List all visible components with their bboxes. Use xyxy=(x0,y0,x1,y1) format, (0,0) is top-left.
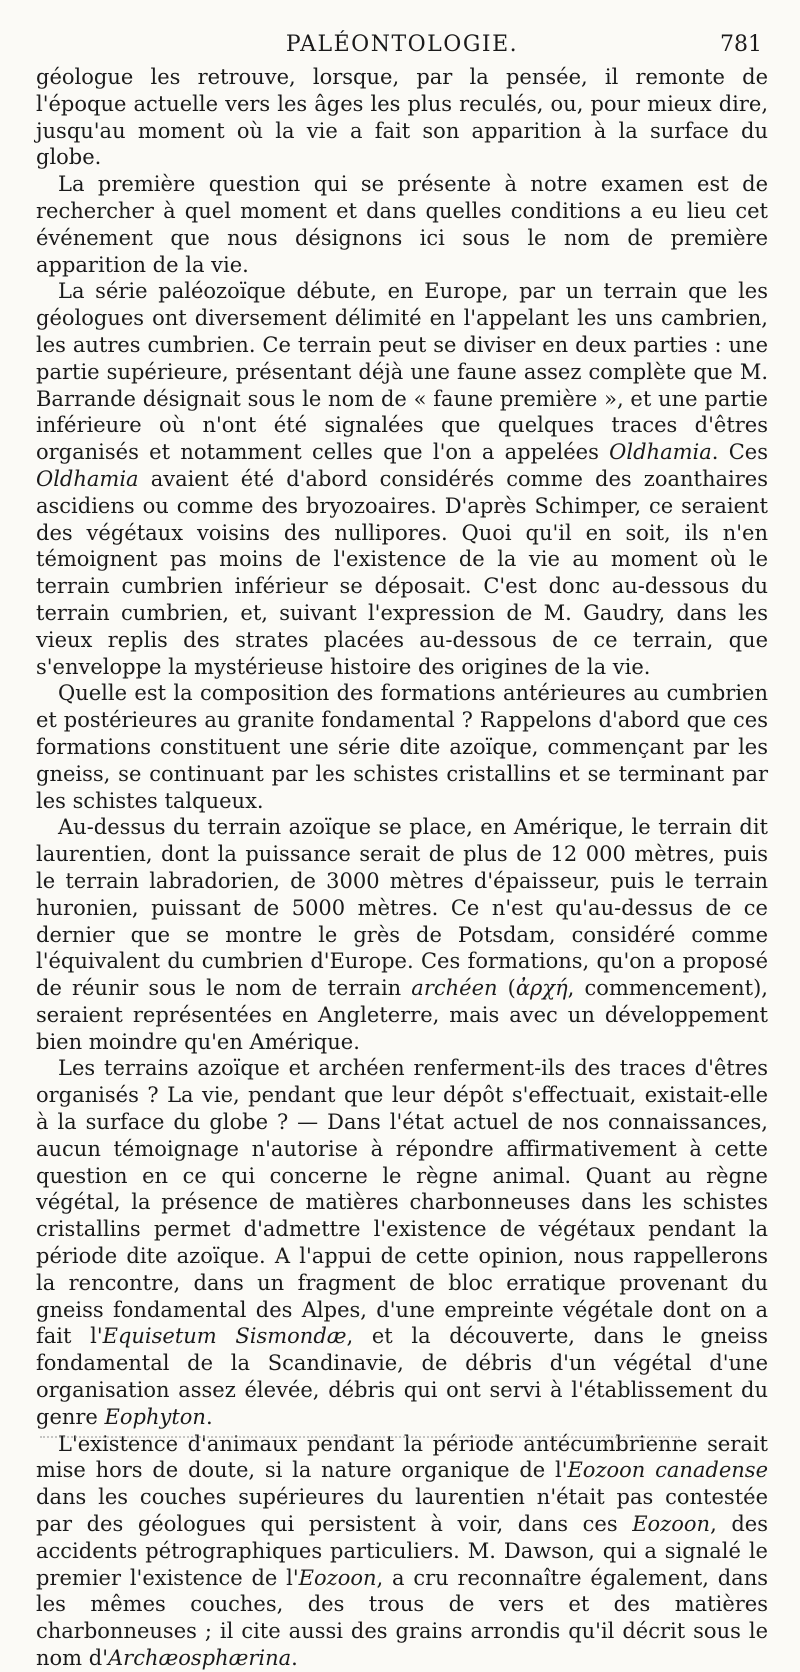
italic-term: Eozoon canadense xyxy=(567,1458,768,1483)
italic-term: Eozoon xyxy=(298,1565,377,1590)
footer-bleed-through-line xyxy=(40,1436,680,1438)
italic-term: Archæosphærina xyxy=(107,1646,292,1671)
greek-term: ἀρχή xyxy=(515,976,568,1001)
page-number: 781 xyxy=(720,32,762,57)
text-run: Au-dessus du terrain azoïque se place, en Amérique, le terrain dit laurentien, dont la puissance serait de plus de 12 000 mètres, puis le terrain labradorien, de 3000 mètres d'épaisseur, puis le terrain huronien, puissant de 5000 mètres. Ce n'est qu'au-dessus de ce dernier que se montre le grès de Potsdam, considéré comme l'équivalent du cumbrien d'Europe. Ces formations, qu'on a proposé de réunir sous le nom de terrain xyxy=(36,815,768,1001)
paragraph xyxy=(36,814,768,1055)
paragraph xyxy=(36,278,768,680)
italic-term: Oldhamia xyxy=(609,440,712,465)
text-run: , et la découverte, dans le gneiss fondamental de la Scandinavie, de débris d'un végétal d'une organisation assez élevée, débris qui ont servi à l'établissement du genre xyxy=(36,1324,768,1429)
italic-term: Equisetum Sismondæ xyxy=(102,1324,347,1349)
text-run: . xyxy=(291,1646,298,1671)
paragraph: La première question qui se présente à notre examen est de rechercher à quel moment et dans quelles conditions a eu lieu cet événement que nous désignons ici sous le nom de première apparition de la vie. xyxy=(36,172,768,277)
text-run: , a cru reconnaître également, dans les mêmes couches, des trous de vers et des matières charbonneuses ; il cite aussi des grains arrondis qu'il décrit sous le nom d' xyxy=(36,1565,768,1671)
italic-term: archéen xyxy=(411,976,498,1001)
italic-term: Eophyton xyxy=(104,1404,206,1429)
text-run: Les terrains azoïque et archéen renferment-ils des traces d'êtres organisés ? La vie, pendant que leur dépôt s'effectuait, existait-elle à la surface du globe ? — Dans l'état actuel de nos connaissances, aucun témoignage n'autorise à répondre affirmativement à cette question en ce qui concerne le règne animal. Quant au règne végétal, la présence de matières charbonneuses dans les schistes cristallins permet d'admettre l'existence de végétaux pendant la période dite azoïque. A l'appui de cette opinion, nous rappellerons la rencontre, dans un fragment de bloc erratique provenant du gneiss fondamental des Alpes, d'une empreinte végétale dont on a fait l' xyxy=(36,1056,768,1349)
paragraph-continuation: géologue les retrouve, lorsque, par la pensée, il remonte de l'époque actuelle vers les âges les plus reculés, ou, pour mieux dire, jusqu'au moment où la vie a fait son apparition à la surface du globe. xyxy=(36,65,768,170)
text-run: ( xyxy=(497,976,516,1001)
paragraph xyxy=(36,1055,768,1430)
italic-term: Eozoon xyxy=(632,1512,711,1537)
text-run: avaient été d'abord considérés comme des zoanthaires ascidiens ou comme des bryozoaires. D'après Schimper, ce seraient des végétaux voisins des nullipores. Quoi qu'il en soit, ils n'en témoignent pas moins de l'existence de la vie au moment où le terrain cumbrien inférieur se déposait. C'est donc au-dessous du terrain cumbrien, et, suivant l'expression de M. Gaudry, dans les vieux replis des strates placées au-dessous de ce terrain, que s'enveloppe la mystérieuse histoire des origines de la vie. xyxy=(36,466,768,679)
text-run: . xyxy=(205,1404,213,1429)
paragraph xyxy=(36,1431,768,1672)
body-text xyxy=(36,64,768,1672)
page-header xyxy=(36,30,768,64)
paragraph: Quelle est la composition des formations antérieures au cumbrien et postérieures au granite fondamental ? Rappelons d'abord que ces formations constituent une série dite azoïque, commençant par les gneiss, se continuant par les schistes cristallins et se terminant par les schistes talqueux. xyxy=(36,681,768,813)
text-run: La série paléozoïque débute, en Europe, par un terrain que les géologues ont diversement délimité en l'appelant les uns cambrien, les autres cumbrien. Ce terrain peut se diviser en deux parties : une partie supérieure, présentant déjà une faune assez complète que M. Barrande désignait sous le nom de « faune première », et une partie inférieure où n'ont été signalées que quelques traces d'êtres organisés et notamment celles que l'on a appelées xyxy=(36,279,768,465)
text-run: , des accidents pétrographiques particuliers. M. Dawson, qui a signalé le premier l'existence de l' xyxy=(36,1512,768,1590)
text-run: L'existence d'animaux pendant la période antécumbrienne serait mise hors de doute, si la nature organique de l' xyxy=(36,1431,768,1483)
text-run: dans les couches supérieures du laurentien n'était pas contestée par des géologues qui persistent à voir, dans ces xyxy=(36,1485,768,1537)
text-run: . Ces xyxy=(711,440,769,465)
text-run: , commencement), seraient représentées en Angleterre, mais avec un développement bien moindre qu'en Amérique. xyxy=(36,976,768,1054)
running-title: PALÉONTOLOGIE. xyxy=(285,32,519,57)
italic-term: Oldhamia xyxy=(36,466,139,491)
